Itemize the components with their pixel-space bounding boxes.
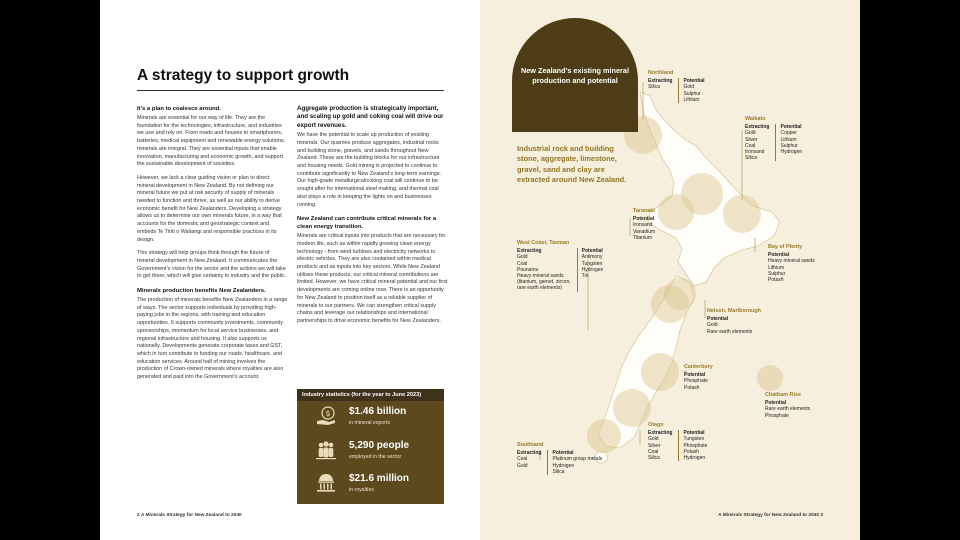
money-hand-icon bbox=[315, 405, 337, 427]
region-circle bbox=[723, 195, 761, 233]
government-building-icon bbox=[315, 472, 337, 494]
mineral-item: Gold bbox=[517, 462, 528, 469]
mineral-item: Silver bbox=[745, 136, 758, 143]
region-northland bbox=[648, 70, 705, 103]
hero-heading-box bbox=[512, 18, 638, 132]
region-name: Northland bbox=[648, 70, 674, 76]
mineral-item: Hydrogen bbox=[552, 462, 575, 469]
mineral-item: Tin bbox=[581, 273, 589, 280]
paragraph: This strategy will help groups think through the future of mineral development in New Zealand. It communicates the Government’s vision for the sector and the actions we will take to get there, which will give certainty to industry and the public. bbox=[137, 250, 287, 280]
mineral-item: Vanadium bbox=[633, 228, 656, 235]
potential-list bbox=[707, 316, 761, 335]
mineral-item: Gold bbox=[683, 84, 695, 91]
list-heading: Potential bbox=[633, 216, 655, 223]
mineral-item: Titanium bbox=[633, 234, 652, 241]
list-heading: Potential bbox=[707, 316, 729, 323]
svg-text:$: $ bbox=[325, 409, 331, 418]
stat-value: 5,290 people bbox=[349, 440, 410, 451]
list-heading: Potential bbox=[552, 450, 574, 457]
mineral-item: Hydrogen bbox=[581, 266, 604, 273]
mineral-item: Gold bbox=[745, 130, 756, 137]
region-west-coast-tasman bbox=[517, 240, 603, 292]
region-circle bbox=[664, 278, 696, 310]
mineral-item: (titanium, garnet, zircon, bbox=[517, 279, 571, 286]
region-name: Canterbury bbox=[684, 364, 713, 370]
mineral-item: Hydrogen bbox=[780, 149, 803, 156]
text-column-2 bbox=[297, 105, 448, 332]
stat-value: $21.6 million bbox=[349, 473, 410, 484]
region-waikato bbox=[745, 116, 802, 161]
page-title: A strategy to support growth bbox=[137, 67, 350, 84]
mineral-item: Coal bbox=[517, 260, 528, 267]
stat-employment bbox=[297, 439, 444, 469]
stat-label: in royalties bbox=[349, 487, 374, 493]
potential-list bbox=[768, 252, 815, 283]
hero-heading: New Zealand’s existing mineral production and potential bbox=[520, 66, 629, 85]
paragraph: Minerals are critical inputs into products that are necessary for modern life, such as within rapidly growing clean energy technology - from wind turbines and electricity networks to electric vehicles. They are also contained within medical products and as inputs into key sectors. While New Zealand utilises these products, our critical mineral contributions are limited. However, we have critical mineral potential and our first developments are coming online now. There is an opportunity for New Zealand to position itself as a reliable supplier of minerals to our partners. We can strengthen critical supply chains and leverage our relationships and international partnerships to drive economic benefits for New Zealanders. bbox=[297, 233, 448, 324]
mineral-item: Silica bbox=[648, 84, 660, 91]
list-heading: Extracting bbox=[517, 248, 542, 255]
list-heading: Extracting bbox=[648, 430, 673, 437]
region-name: Waikato bbox=[745, 116, 766, 122]
list-heading: Extracting bbox=[745, 124, 770, 131]
mineral-item: Sulphur bbox=[768, 270, 786, 277]
mineral-item: Silica bbox=[552, 468, 565, 475]
region-name: Taranaki bbox=[633, 208, 655, 214]
extracting-list bbox=[517, 450, 541, 475]
mineral-item: Phosphate bbox=[765, 412, 789, 419]
region-name: Chatham Rise bbox=[765, 392, 801, 398]
stat-value: $1.46 billion bbox=[349, 406, 407, 417]
stat-label: employed in the sector bbox=[349, 454, 402, 460]
region-southland bbox=[517, 442, 602, 475]
mineral-item: Coal bbox=[648, 448, 659, 455]
mineral-item: Gold bbox=[517, 254, 528, 261]
mineral-item: Rare earth elements bbox=[765, 406, 811, 413]
list-heading: Potential bbox=[683, 78, 705, 85]
paragraph: Minerals are essential for our way of life. They are the foundation for the technologies, infrastructure, and industries we use and rely on. From roads and houses to smartphones, batteries, medical equipment and renewable energy solutions, minerals are integral. They are essential inputs that enable innovation, manufacturing and economic growth, and support the sustainable development of societies. bbox=[137, 115, 286, 168]
mineral-item: Ironsand bbox=[745, 149, 765, 156]
region-canterbury bbox=[684, 364, 713, 391]
extracting-list bbox=[517, 248, 571, 291]
mineral-item: Phosphate bbox=[684, 378, 708, 385]
mineral-item: Heavy mineral sands bbox=[517, 273, 564, 280]
list-heading: Potential bbox=[683, 430, 705, 437]
mineral-item: Coal bbox=[745, 142, 756, 149]
potential-list bbox=[684, 372, 713, 391]
page-footer-left: 2 A Minerals Strategy for New Zealand to 2040 bbox=[137, 513, 242, 518]
paragraph: We have the potential to scale up production of existing minerals. Our quarries produce aggregates, industrial rocks and building stone, gravels, and sands throughout New Zealand. These are the building blocks for our infrastructure and housing needs. Gold mining is projected to continue to contribute significantly to New Zealand’s long-term earnings. Our high-grade metallurgical/coking coal will continue to be sought after for international steel making, and thermal coal also plays a role in keeping the lights on and businesses running. bbox=[297, 132, 442, 208]
mineral-item: Lithium bbox=[768, 264, 785, 271]
stats-heading: Industry statistics (for the year to June 2023) bbox=[297, 389, 444, 401]
mineral-item: Lithium bbox=[683, 96, 700, 103]
mineral-item: rare earth elements) bbox=[517, 285, 563, 292]
list-heading: Potential bbox=[768, 252, 790, 259]
mineral-item: Potash bbox=[768, 277, 784, 284]
potential-list bbox=[678, 430, 707, 461]
paragraph: The production of minerals benefits New Zealanders in a range of ways. The sector supports individuals by providing high-paying jobs in the regions, with training and education opportunities. It supports community investments, community sponsorships, momentum for local service businesses, and regional infrastructure and housing. It also supports us nationally. Developments generate corporate taxes and GST, which in turn contribute to funding our roads, healthcare, and education services. Around half of mining involves the production of Crown-owned minerals where royalties are also generated and paid into the Government’s account. bbox=[137, 297, 288, 381]
stat-exports bbox=[297, 405, 444, 435]
list-heading: Potential bbox=[581, 248, 603, 255]
region-name: Bay of Plenty bbox=[768, 244, 803, 250]
section-heading: It’s a plan to coalesce around. bbox=[137, 106, 221, 112]
region-circle bbox=[757, 365, 783, 391]
mineral-item: Heavy mineral sands bbox=[768, 258, 815, 265]
mineral-item: Rare earth elements bbox=[707, 328, 753, 335]
section-heading: New Zealand can contribute critical minerals for a clean energy transition. bbox=[297, 216, 437, 231]
region-taranaki bbox=[633, 208, 655, 241]
mineral-item: Silver bbox=[648, 442, 661, 449]
mineral-item: Tungsten bbox=[581, 260, 603, 267]
mineral-item: Silica bbox=[745, 155, 757, 162]
section-heading: Minerals production benefits New Zealanders. bbox=[137, 288, 266, 295]
mineral-item: Pounamu bbox=[517, 266, 539, 273]
region-chatham-rise bbox=[765, 392, 810, 419]
mineral-item: Silica bbox=[648, 455, 660, 462]
region-name: Nelson, Marlborough bbox=[707, 308, 761, 314]
text-column-1 bbox=[137, 105, 288, 388]
extracting-list bbox=[648, 78, 672, 103]
list-heading: Potential bbox=[765, 400, 787, 407]
mineral-item: Hydrogen bbox=[683, 455, 706, 462]
region-bay-of-plenty bbox=[768, 244, 815, 283]
mineral-item: Copper bbox=[780, 130, 797, 137]
region-name: West Coast, Tasman bbox=[517, 240, 570, 246]
region-name: Otago bbox=[648, 422, 664, 428]
region-nelson-marlborough bbox=[707, 308, 761, 335]
region-name: Southland bbox=[517, 442, 544, 448]
paragraph: However, we lack a clear guiding vision or plan to direct mineral development in New Zealand. By not defining our mineral future we put at risk security of supply of minerals needed to function and thrive, as well as our ability to derive economic benefit for New Zealanders. Developing a strategy allows us to determine our own minerals future, in a way that accounts for the domestic and geostrategic context and embeds Te Tiriti o Waitangi and responsible practices in its design. bbox=[137, 174, 282, 243]
list-heading: Extracting bbox=[517, 450, 542, 457]
potential-list bbox=[633, 216, 655, 241]
potential-list bbox=[547, 450, 602, 475]
potential-list bbox=[775, 124, 802, 161]
region-circle bbox=[613, 389, 651, 427]
mineral-item: Platinum group metals bbox=[552, 456, 603, 463]
intro-text: Industrial rock and building stone, aggregate, limestone, gravel, sand and clay are extracted around New Zealand. bbox=[517, 144, 627, 185]
mineral-item: Coal bbox=[517, 456, 528, 463]
section-heading: Aggregate production is strategically important, and scaling up gold and coking coal will drive our export revenues. bbox=[297, 105, 444, 129]
page-footer-right: A Minerals Strategy for New Zealand to 2040 3 bbox=[718, 513, 823, 518]
industry-statistics-box bbox=[297, 389, 444, 504]
mineral-item: Tungsten bbox=[683, 436, 705, 443]
mineral-item: Ironsand bbox=[633, 222, 653, 229]
potential-list bbox=[678, 78, 704, 103]
title-divider bbox=[137, 90, 444, 91]
stat-label: in mineral exports bbox=[349, 420, 390, 426]
mineral-item: Potash bbox=[684, 384, 700, 391]
mineral-item: Sulphur bbox=[683, 90, 701, 97]
list-heading: Potential bbox=[780, 124, 802, 131]
region-otago bbox=[648, 422, 707, 461]
extracting-list bbox=[745, 124, 769, 161]
potential-list bbox=[765, 400, 810, 419]
mineral-item: Lithium bbox=[780, 136, 797, 143]
mineral-item: Gold bbox=[707, 322, 718, 329]
left-page bbox=[100, 0, 480, 540]
list-heading: Potential bbox=[684, 372, 706, 379]
right-page bbox=[480, 0, 860, 540]
extracting-list bbox=[648, 430, 672, 461]
mineral-item: Gold bbox=[648, 436, 659, 443]
potential-list bbox=[577, 248, 604, 291]
stat-royalties bbox=[297, 472, 444, 502]
list-heading: Extracting bbox=[648, 78, 673, 85]
mineral-item: Phosphate bbox=[683, 442, 708, 449]
mineral-item: Antimony bbox=[581, 254, 603, 261]
region-circle bbox=[641, 353, 679, 391]
region-circle bbox=[658, 194, 694, 230]
mineral-item: Sulphur bbox=[780, 142, 798, 149]
people-icon bbox=[315, 439, 337, 461]
mineral-item: Potash bbox=[683, 448, 700, 455]
